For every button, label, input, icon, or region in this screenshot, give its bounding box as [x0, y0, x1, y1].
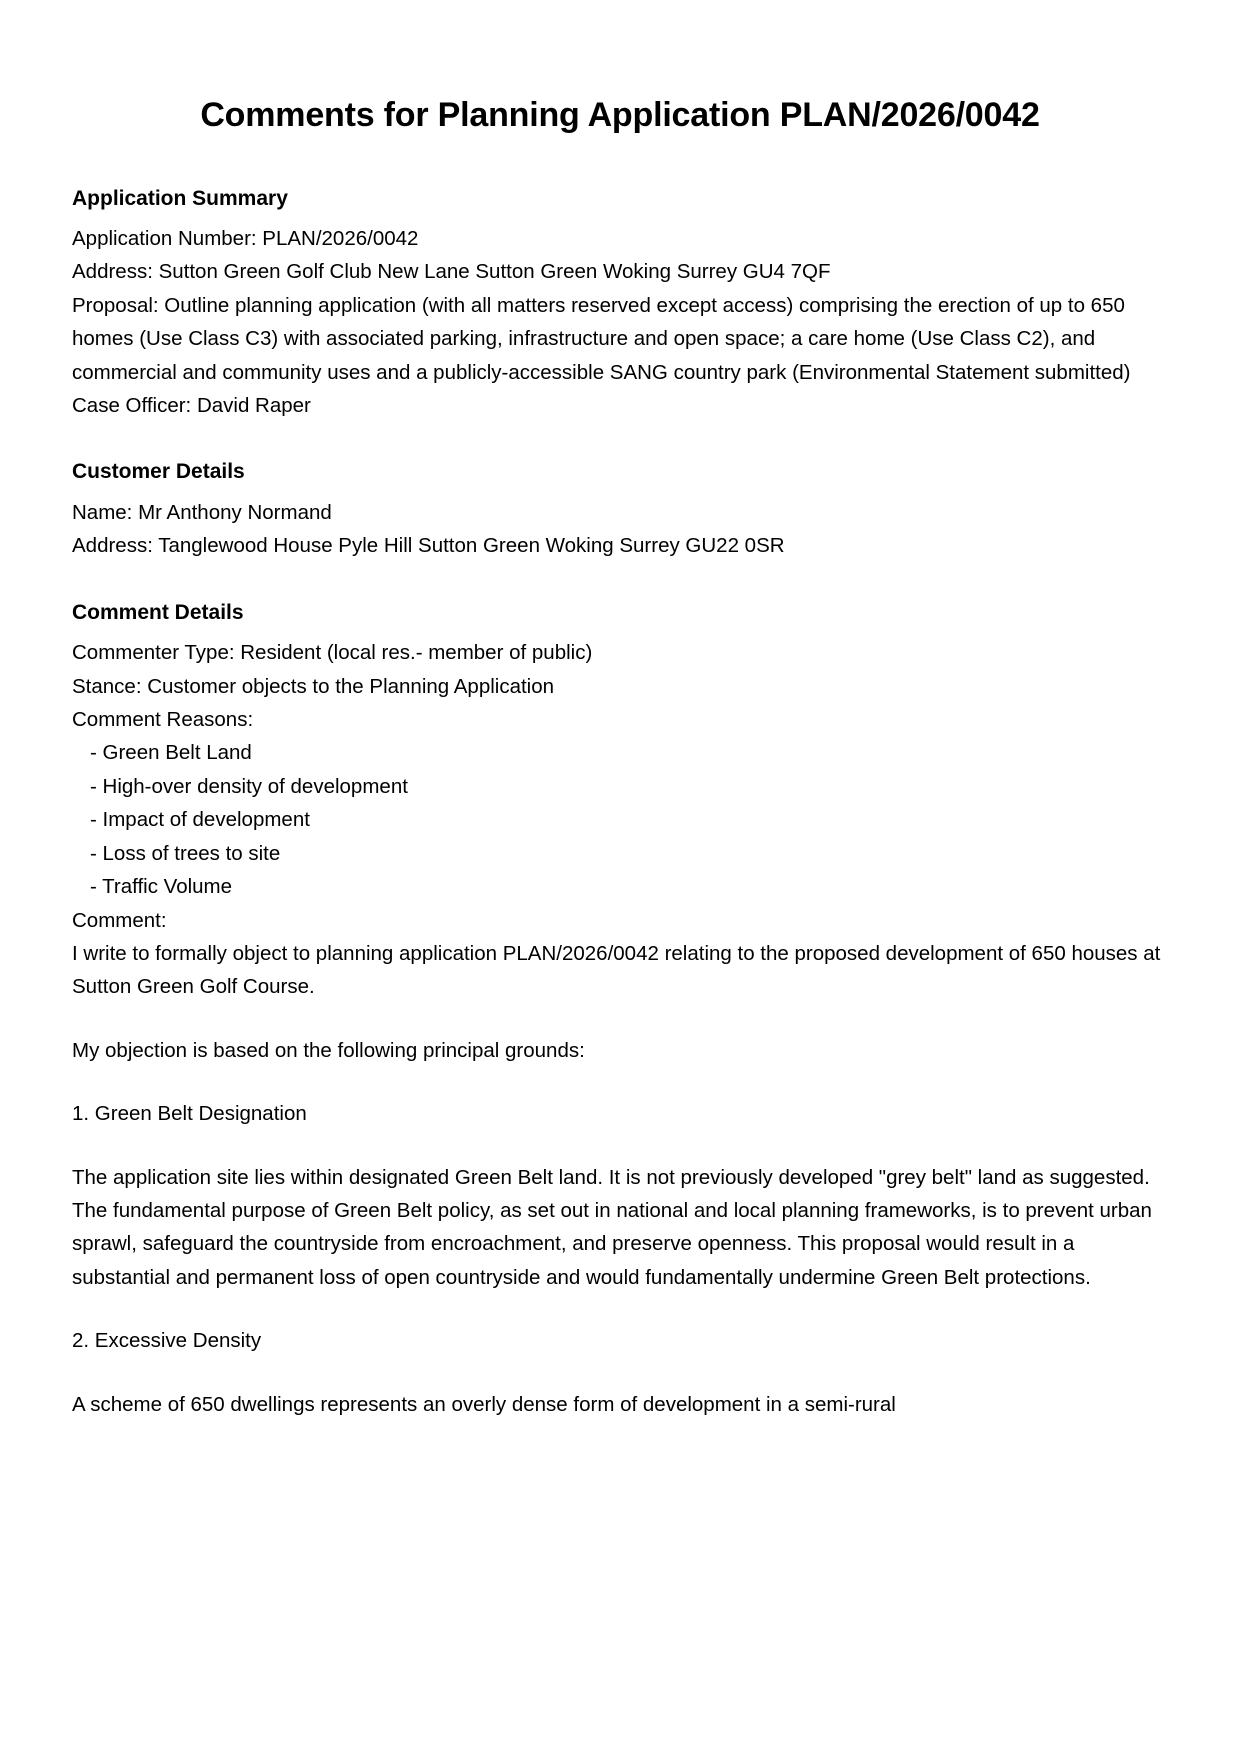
list-item: - Loss of trees to site [90, 841, 281, 865]
customer-name-line: Name: Mr Anthony Normand [72, 500, 332, 524]
application-address-line: Address: Sutton Green Golf Club New Lane Sutton Green Woking Surrey GU4 7QF [72, 260, 831, 284]
stance-line: Stance: Customer objects to the Planning Application [72, 674, 555, 698]
comment-heading-green-belt: 1. Green Belt Designation [72, 1102, 307, 1126]
comment-paragraph-excessive-density: A scheme of 650 dwellings represents an overly dense form of development in a semi-rural [72, 1392, 896, 1416]
commenter-type-line: Commenter Type: Resident (local res.- member of public) [72, 641, 593, 665]
comment-paragraph-2: My objection is based on the following principal grounds: [72, 1038, 585, 1062]
section-application-summary [72, 183, 1168, 423]
section-heading-customer-details: Customer Details [72, 460, 245, 484]
application-proposal-line: Proposal: Outline planning application (with all matters reserved except access) comprising the erection of up to 650 homes (Use Class C3) with associated parking, infrastructure and open space; a care home (Use Class C2), and commercial and community uses and a publicly-accessible SANG country park (Environmental Statement submitted) [72, 293, 1131, 384]
comment-reasons-label: Comment Reasons: [72, 708, 254, 732]
application-number-line: Application Number: PLAN/2026/0042 [72, 227, 419, 250]
comment-heading-excessive-density: 2. Excessive Density [72, 1329, 262, 1353]
page-title: Comments for Planning Application PLAN/2026/0042 [200, 96, 1040, 134]
section-heading-comment-details: Comment Details [72, 600, 244, 624]
list-item: - Green Belt Land [90, 741, 252, 765]
customer-address-line: Address: Tanglewood House Pyle Hill Sutton Green Woking Surrey GU22 0SR [72, 534, 785, 558]
section-heading-application-summary: Application Summary [72, 186, 288, 210]
list-item: - Traffic Volume [90, 875, 233, 899]
comment-label: Comment: [72, 908, 167, 932]
comment-paragraph-1: I write to formally object to planning application PLAN/2026/0042 relating to the proposed development of 650 houses at Sutton Green Golf Course. [72, 941, 1161, 999]
application-case-officer-line: Case Officer: David Raper [72, 394, 311, 418]
list-item: - Impact of development [90, 808, 310, 832]
comment-paragraph-green-belt: The application site lies within designated Green Belt land. It is not previously developed "grey belt" land as suggested. The fundamental purpose of Green Belt policy, as set out in national and local planning frameworks, is to prevent urban sprawl, safeguard the countryside from encroachment, and preserve openness. This proposal would result in a substantial and permanent loss of open countryside and would fundamentally undermine Green Belt protections. [72, 1165, 1152, 1289]
list-item: - High-over density of development [90, 774, 408, 798]
section-customer-details [72, 456, 1168, 562]
section-comment-details [72, 597, 1168, 1421]
